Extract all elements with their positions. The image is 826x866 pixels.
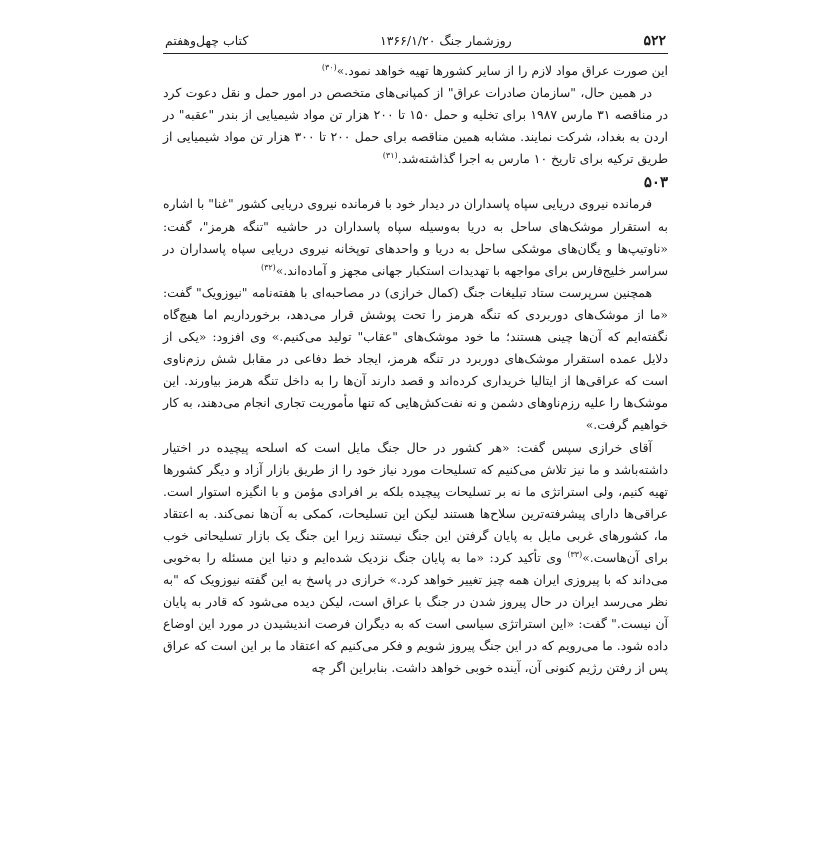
- paragraph-text: این صورت عراق مواد لازم را از سایر کشورها تهیه خواهد نمود.»: [336, 63, 668, 78]
- page-header: [163, 32, 668, 54]
- footnote-ref: (۳۱): [382, 151, 398, 161]
- footnote-ref: (۳۰): [321, 62, 337, 72]
- footnote-ref: (۳۳): [567, 549, 583, 559]
- paragraph: [163, 193, 668, 281]
- paragraph: [163, 437, 668, 680]
- page-body: [163, 60, 668, 680]
- book-page: [163, 32, 668, 680]
- paragraph-text: همچنین سرپرست ستاد تبلیغات جنگ (کمال خرازی) در مصاحبه‌ای با هفته‌نامه "نیوزویک" گفت: «ما از موشک‌های دوربردی که تنگه هرمز را تحت پوشش قرار می‌دهد، برخورداریم اما هیچ‌گاه نگفته‌ایم که آن‌ها چینی هستند؛ ما خود موشک‌های "عقاب" تولید می‌کنیم.» وی افزود: «یکی از دلایل عمده استقرار موشک‌های دوربرد در تنگه هرمز، ایجاد خط دفاعی در مقابل شش رزم‌ناوی است که عراقی‌ها از ایتالیا خریداری کرده‌اند و قصد دارند آن‌ها را به داخل تنگه هرمز بیاورند. این موشک‌ها را علیه رزم‌ناوهای دشمن و نه نفت‌کش‌هایی که تنها مأموریت تجاری انجام می‌دهند، به کار خواهیم گرفت.»: [163, 284, 668, 433]
- paragraph-text: در همین حال، "سازمان صادرات عراق" از کمپانی‌های متخصص در امور حمل و نقل دعوت کرد در مناقصه ۳۱ مارس ۱۹۸۷ برای تخلیه و حمل ۱۵۰ تا ۲۰۰ هزار تن مواد شیمیایی از بندر "عقبه" در اردن به بغداد، شرکت نمایند. مشابه همین مناقصه برای حمل ۲۰۰ تا ۳۰۰ هزار تن مواد شیمیایی از طریق ترکیه برای تاریخ ۱۰ مارس به اجرا گذاشته‌شد.: [163, 85, 668, 167]
- paragraph-text: فرمانده نیروی دریایی سپاه پاسداران در دیدار خود با فرمانده نیروی دریایی کشور "غنا" با اشاره به استقرار موشک‌های ساحل به دریا به‌وسیله سپاه پاسداران در حاشیه "تنگه هرمز"، گفت: «ناوتیپ‌ها و یگان‌های موشکی ساحل به دریا و واحدهای توپخانه نیروی دریایی سپاه پاسداران در سراسر خلیج‌فارس برای مواجهه با تهدیدات استکبار جهانی مجهز و آماده‌اند.»: [163, 196, 668, 278]
- page-number: ۵۲۲: [643, 33, 666, 49]
- paragraph-text-tail: وی تأکید کرد: «ما به پایان جنگ نزدیک شده‌ایم و دنیا این مسئله را به‌خوبی می‌داند که با پیروزی ایران همه چیز تغییر خواهد کرد.» خرازی در پاسخ به این گفته نیوزویک که "به نظر می‌رسد ایران در حال پیروز شدن در جنگ با عراق است، لیکن دیده می‌شود که قادر به پایان آن نیست." گفت: «این استراتژی سیاسی است که به دیگران فرصت اندیشیدن در مورد این اوضاع داده شود. ما می‌رویم که در این جنگ پیروز شویم و فکر می‌کنیم که اعتقاد ما بر این است که عراق پس از رفتن رژیم کنونی آن، آینده خوبی خواهد داشت. بنابراین اگر چه: [163, 549, 668, 676]
- running-title: روزشمار جنگ ۱۳۶۶/۱/۲۰: [380, 33, 512, 48]
- paragraph-continuation: [163, 60, 668, 82]
- footnote-ref: (۳۲): [260, 262, 276, 272]
- entry-number: ۵۰۳: [643, 173, 668, 192]
- paragraph: [163, 82, 668, 170]
- book-title: کتاب چهل‌وهفتم: [165, 33, 249, 48]
- paragraph: [163, 282, 668, 437]
- paragraph-text: آقای خرازی سپس گفت: «هر کشور در حال جنگ مایل است که اسلحه پیچیده در اختیار داشته‌باشد و ما نیز تلاش می‌کنیم که تسلیحات مورد نیاز خود را از طریق بازار آزاد و دیگر کشورها تهیه کنیم، ولی استراتژی ما نه بر تسلیحات پیچیده بلکه بر افرادی مؤمن و با انگیزه استوار است. عراقی‌ها دارای پیشرفته‌ترین سلاح‌ها هستند لیکن این تسلیحات، کمکی به آن‌ها نمی‌کند. به اعتقاد ما، کشورهای غربی مایل به پایان گرفتن این جنگ نیستند زیرا این جنگ یک بازار تسلیحاتی خوب برای آن‌هاست.»: [163, 439, 668, 565]
